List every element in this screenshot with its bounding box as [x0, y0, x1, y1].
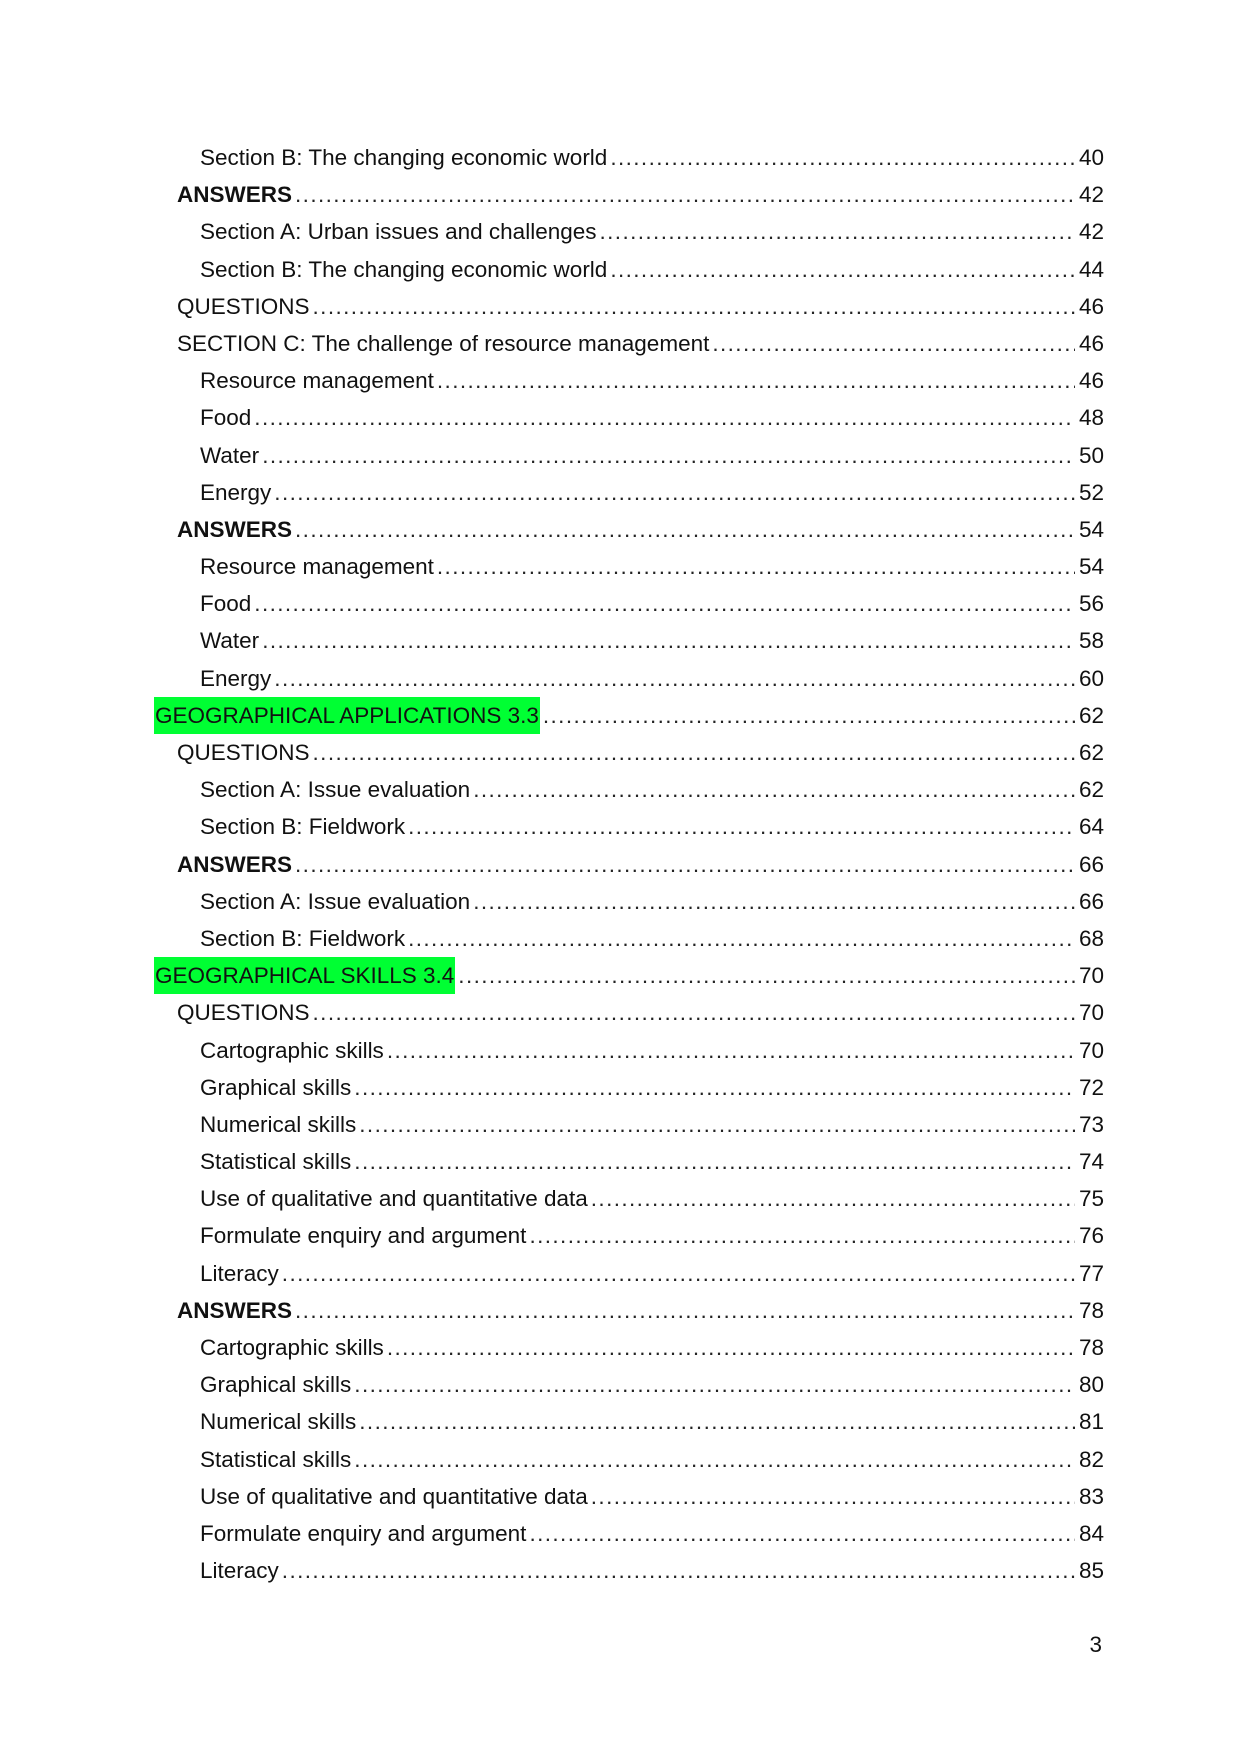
toc-entry-page: 58 — [1078, 628, 1104, 654]
toc-entry-page: 56 — [1078, 591, 1104, 617]
toc-entry-page: 83 — [1078, 1483, 1104, 1509]
toc-entry-label: Literacy — [200, 1260, 279, 1286]
dot-leader — [274, 660, 1075, 697]
toc-entry-label: Section B: The changing economic world — [200, 145, 608, 170]
toc-entry-page: 50 — [1078, 442, 1104, 468]
toc-entry[interactable] — [154, 176, 1104, 213]
toc-entry-label: Section B: The changing economic world — [200, 256, 608, 282]
toc-entry[interactable] — [154, 1180, 1104, 1217]
toc-entry-label: Graphical skills — [200, 1372, 352, 1398]
dot-leader — [359, 1106, 1075, 1143]
toc-entry[interactable] — [154, 846, 1104, 883]
toc-entry[interactable] — [154, 957, 1104, 994]
dot-leader — [387, 1329, 1075, 1366]
toc-entry-label: Food — [200, 591, 252, 617]
toc-entry-label: Energy — [200, 479, 272, 505]
toc-entry-label: QUESTIONS — [177, 740, 310, 765]
table-of-contents — [154, 139, 1104, 1589]
dot-leader — [313, 734, 1075, 771]
toc-entry-page: 74 — [1078, 1149, 1104, 1175]
toc-entry-page: 62 — [1078, 777, 1104, 803]
toc-entry[interactable] — [154, 771, 1104, 808]
toc-entry-page: 70 — [1078, 1000, 1104, 1026]
dot-leader — [610, 139, 1075, 176]
dot-leader — [437, 548, 1075, 585]
toc-entry[interactable] — [154, 808, 1104, 845]
dot-leader — [295, 846, 1075, 883]
toc-entry[interactable] — [154, 1366, 1104, 1403]
toc-entry[interactable] — [154, 399, 1104, 436]
dot-leader — [529, 1515, 1075, 1552]
dot-leader — [313, 288, 1075, 325]
dot-leader — [282, 1552, 1075, 1589]
dot-leader — [354, 1441, 1075, 1478]
toc-entry[interactable] — [154, 474, 1104, 511]
toc-entry[interactable] — [154, 1329, 1104, 1366]
toc-entry[interactable] — [154, 920, 1104, 957]
dot-leader — [543, 697, 1075, 734]
toc-entry-page: 42 — [1078, 182, 1104, 208]
toc-entry-label: GEOGRAPHICAL APPLICATIONS 3.3 — [154, 697, 540, 734]
toc-entry-label: QUESTIONS — [177, 293, 310, 319]
toc-entry-page: 73 — [1078, 1111, 1104, 1137]
dot-leader — [282, 1255, 1075, 1292]
toc-entry[interactable] — [154, 362, 1104, 399]
toc-entry-label: Literacy — [200, 1558, 279, 1584]
toc-entry-label: Resource management — [200, 554, 434, 580]
toc-entry-page: 81 — [1078, 1409, 1104, 1435]
dot-leader — [295, 1292, 1075, 1329]
dot-leader — [473, 883, 1075, 920]
toc-entry-page: 77 — [1078, 1260, 1104, 1286]
toc-entry[interactable] — [154, 1552, 1104, 1589]
toc-entry[interactable] — [154, 1143, 1104, 1180]
toc-entry[interactable] — [154, 734, 1104, 771]
toc-entry-label: Formulate enquiry and argument — [200, 1520, 527, 1546]
toc-entry-page: 46 — [1078, 293, 1104, 319]
dot-leader — [591, 1180, 1075, 1217]
dot-leader — [600, 213, 1076, 250]
dot-leader — [591, 1478, 1075, 1515]
toc-entry-label: QUESTIONS — [177, 1000, 310, 1026]
toc-entry[interactable] — [154, 1292, 1104, 1329]
dot-leader — [529, 1217, 1075, 1254]
toc-entry-page: 70 — [1078, 1037, 1104, 1063]
toc-entry-page: 72 — [1078, 1074, 1104, 1100]
toc-entry-label: ANSWERS — [177, 1297, 293, 1323]
toc-entry-label: Numerical skills — [200, 1111, 357, 1137]
toc-entry[interactable] — [154, 1106, 1104, 1143]
toc-entry-label: Cartographic skills — [200, 1335, 384, 1360]
toc-entry-page: 40 — [1078, 145, 1104, 170]
toc-entry[interactable] — [154, 697, 1104, 734]
dot-leader — [254, 585, 1075, 622]
toc-entry-page: 66 — [1078, 851, 1104, 877]
toc-entry-label: Section B: Fieldwork — [200, 814, 406, 840]
toc-entry[interactable] — [154, 660, 1104, 697]
toc-entry[interactable] — [154, 548, 1104, 585]
dot-leader — [262, 437, 1075, 474]
toc-entry[interactable] — [154, 1217, 1104, 1254]
dot-leader — [437, 362, 1075, 399]
dot-leader — [295, 511, 1075, 548]
dot-leader — [274, 474, 1075, 511]
toc-entry-label: Numerical skills — [200, 1409, 357, 1435]
toc-entry-label: Statistical skills — [200, 1149, 352, 1175]
toc-entry-page: 85 — [1078, 1558, 1104, 1584]
toc-entry[interactable] — [154, 1032, 1104, 1069]
dot-leader — [313, 994, 1075, 1031]
toc-entry-page: 42 — [1078, 219, 1104, 245]
toc-entry[interactable] — [154, 139, 1104, 176]
toc-entry-page: 76 — [1078, 1223, 1104, 1249]
toc-entry-page: 54 — [1078, 554, 1104, 580]
dot-leader — [473, 771, 1075, 808]
dot-leader — [354, 1143, 1075, 1180]
toc-entry-label: Water — [200, 628, 260, 654]
toc-entry-label: Section A: Issue evaluation — [200, 888, 471, 914]
toc-entry-page: 80 — [1078, 1372, 1104, 1398]
toc-entry-page: 70 — [1078, 963, 1104, 989]
page-number: 3 — [1089, 1632, 1102, 1657]
toc-entry[interactable] — [154, 288, 1104, 325]
dot-leader — [458, 957, 1075, 994]
toc-entry-page: 68 — [1078, 925, 1104, 951]
toc-entry-page: 44 — [1078, 256, 1104, 282]
toc-entry-page: 62 — [1078, 702, 1104, 728]
toc-entry-page: 78 — [1078, 1297, 1104, 1323]
toc-entry-page: 64 — [1078, 814, 1104, 840]
toc-entry-label: Statistical skills — [200, 1446, 352, 1472]
toc-entry[interactable] — [154, 325, 1104, 362]
toc-entry-label: ANSWERS — [177, 851, 293, 877]
toc-entry-label: Energy — [200, 665, 272, 691]
toc-entry-label: ANSWERS — [177, 182, 293, 208]
dot-leader — [359, 1403, 1075, 1440]
toc-entry-page: 48 — [1078, 405, 1104, 431]
toc-entry-label: ANSWERS — [177, 516, 293, 542]
toc-entry[interactable] — [154, 511, 1104, 548]
toc-entry-page: 46 — [1078, 368, 1104, 394]
toc-entry-label: Food — [200, 405, 252, 431]
dot-leader — [354, 1069, 1075, 1106]
toc-entry-page: 52 — [1078, 479, 1104, 505]
toc-entry[interactable] — [154, 622, 1104, 659]
toc-entry[interactable] — [154, 585, 1104, 622]
toc-entry[interactable] — [154, 1255, 1104, 1292]
toc-entry-label: Section B: Fieldwork — [200, 925, 406, 951]
toc-entry-label: Water — [200, 442, 260, 468]
toc-entry[interactable] — [154, 1441, 1104, 1478]
toc-entry[interactable] — [154, 1403, 1104, 1440]
toc-entry-label: Use of qualitative and quantitative data — [200, 1483, 588, 1509]
toc-entry-page: 84 — [1078, 1520, 1104, 1546]
toc-entry-label: Cartographic skills — [200, 1037, 384, 1063]
toc-entry-label: Resource management — [200, 368, 434, 394]
toc-entry[interactable] — [154, 994, 1104, 1031]
toc-entry-page: 66 — [1078, 888, 1104, 914]
dot-leader — [408, 808, 1075, 845]
toc-entry[interactable] — [154, 1478, 1104, 1515]
toc-entry[interactable] — [154, 1069, 1104, 1106]
dot-leader — [354, 1366, 1075, 1403]
toc-entry-label: GEOGRAPHICAL SKILLS 3.4 — [154, 957, 455, 994]
dot-leader — [408, 920, 1075, 957]
toc-entry-page: 46 — [1078, 330, 1104, 356]
toc-entry-page: 78 — [1078, 1335, 1104, 1360]
toc-entry[interactable] — [154, 1515, 1104, 1552]
toc-entry-label: Section A: Urban issues and challenges — [200, 219, 597, 245]
dot-leader — [295, 176, 1075, 213]
toc-entry-page: 82 — [1078, 1446, 1104, 1472]
dot-leader — [254, 399, 1075, 436]
toc-entry[interactable] — [154, 251, 1104, 288]
toc-entry-label: Use of qualitative and quantitative data — [200, 1186, 588, 1212]
toc-entry-label: SECTION C: The challenge of resource management — [177, 330, 710, 356]
toc-entry-page: 60 — [1078, 665, 1104, 691]
toc-entry-label: Formulate enquiry and argument — [200, 1223, 527, 1249]
toc-entry-page: 75 — [1078, 1186, 1104, 1212]
toc-entry-label: Graphical skills — [200, 1074, 352, 1100]
toc-entry-page: 54 — [1078, 516, 1104, 542]
toc-entry[interactable] — [154, 437, 1104, 474]
toc-entry-page: 62 — [1078, 740, 1104, 765]
toc-entry[interactable] — [154, 883, 1104, 920]
dot-leader — [387, 1032, 1075, 1069]
dot-leader — [262, 622, 1075, 659]
dot-leader — [712, 325, 1075, 362]
dot-leader — [610, 251, 1075, 288]
toc-entry-label: Section A: Issue evaluation — [200, 777, 471, 803]
toc-entry[interactable] — [154, 213, 1104, 250]
